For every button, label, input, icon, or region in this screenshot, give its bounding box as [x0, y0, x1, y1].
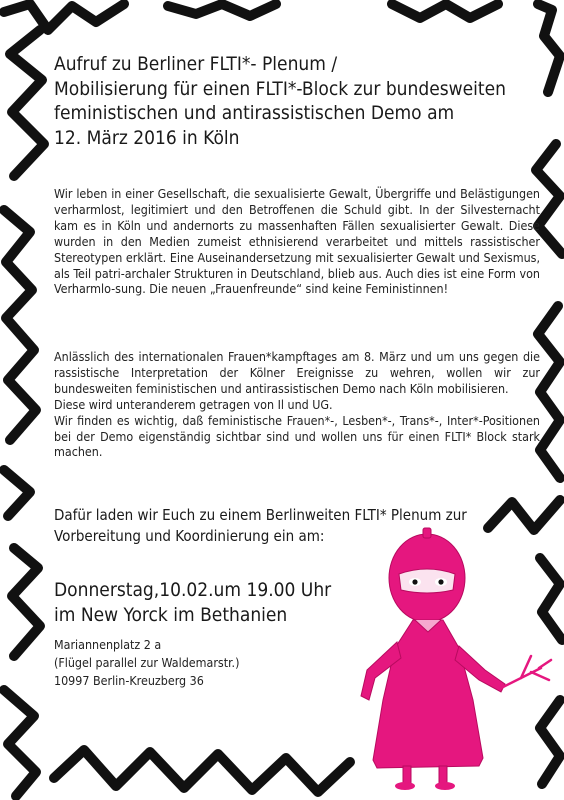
title-line-3: feministischen und antirassistischen Demo am	[54, 102, 455, 124]
address-street: Mariannenplatz 2 a	[54, 637, 162, 652]
title-line-1: Aufruf zu Berliner FLTI*- Plenum /	[54, 53, 338, 75]
page-title	[54, 52, 534, 150]
paragraph-context: Wir leben in einer Gesellschaft, die sexualisierte Gewalt, Übergriffe und Belästigungen verharmlost, legitimiert und den Betroffenen die Schuld gibt. In der Silvesternacht kam es in Köln und andernorts zu massenhaften Fällen sexualisierter Gewalt. Diese wurden in den Medien zumeist ethnisierend verarbeitet und mittels rassistischer Stereotypen erklärt. Eine Auseinandersetzung mit sexualisierter Gewalt und Sexismus, als Teil patri-archaler Strukturen in Deutschland, blieb aus. Auch dies ist eine Form von Verharmlo-sung. Die neuen „Frauenfreunde“ sind keine Feministinnen!	[54, 186, 540, 297]
paragraph-mobilization	[54, 349, 540, 460]
paragraph-mobilization-part3: Wir finden es wichtig, daß feministische Frauen*-, Lesben*-, Trans*-, Inter*-Positionen bei der Demo eigenständig sichtbar sind und wollen uns für einen FLTI* Block stark machen.	[54, 412, 540, 460]
event-datetime: Donnerstag,10.02.um 19.00 Uhr	[54, 579, 332, 601]
title-line-4: 12. März 2016 in Köln	[54, 126, 240, 149]
address-note: (Flügel parallel zur Waldemarstr.)	[54, 655, 240, 670]
masked-figure-illustration	[355, 520, 555, 792]
address-city: 10997 Berlin-Kreuzberg 36	[54, 673, 204, 688]
address-block	[54, 636, 239, 690]
title-line-2: Mobilisierung für einen FLTI*-Block zur bundesweiten	[54, 77, 506, 100]
invitation-line-2: Vorbereitung und Koordinierung ein am:	[54, 526, 325, 545]
event-venue: im New Yorck im Bethanien	[54, 603, 288, 626]
invitation-line-1: Dafür laden wir Euch zu einem Berlinweiten FLTI* Plenum zur	[54, 506, 467, 524]
paragraph-mobilization-part1: Anlässlich des internationalen Frauen*kampftages am 8. März und um uns gegen die rassistische Interpretation der Kölner Ereignisse zu wehren, wollen wir zur bundesweiten feministischen und antirassistischen Demo nach Köln mobilisieren.	[54, 349, 540, 396]
paragraph-mobilization-part2: Diese wird unteranderem getragen von Il und UG.	[54, 396, 333, 412]
event-info	[54, 578, 331, 627]
